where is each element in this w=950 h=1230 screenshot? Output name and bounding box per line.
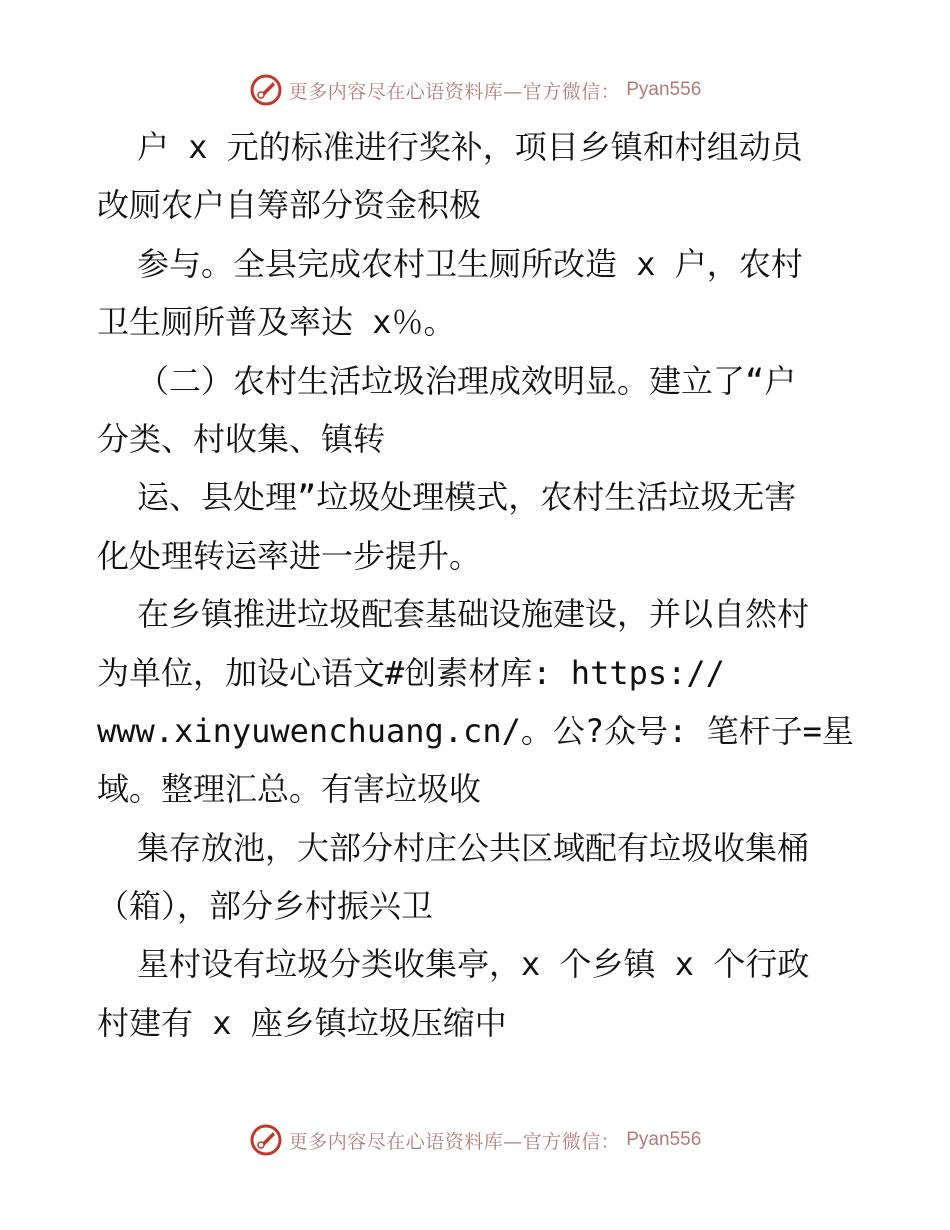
body-text-line: 参与。全县完成农村卫生厕所改造 x 户，农村 <box>137 244 803 283</box>
body-text-line: 域。整理汇总。有害垃圾收 <box>97 770 482 809</box>
body-text-line: 户 x 元的标准进行奖补，项目乡镇和村组动员 <box>137 128 803 166</box>
body-text-line: 运、县处理”垃圾处理模式，农村生活垃圾无害 <box>137 478 797 517</box>
body-text-line: 卫生厕所普及率达 x％。 <box>97 303 456 342</box>
header-banner <box>0 70 950 110</box>
document-body <box>97 118 857 1052</box>
header-wechat-id: Pyan556 <box>626 79 702 100</box>
body-text-line: 分类、村收集、镇转 <box>97 419 386 458</box>
body-text-line: 为单位，加设心语文#创素材库: https:// <box>97 653 725 692</box>
footer-banner-text: 更多内容尽在心语资料库—官方微信： <box>288 1130 621 1153</box>
body-text-line: 化处理转运率进一步提升。 <box>97 536 482 575</box>
body-text-line: www.xinyuwenchuang.cn/。公?众号: 笔杆子=星 <box>97 711 854 750</box>
footer-wechat-id: Pyan556 <box>626 1129 702 1150</box>
body-text-line: （二）农村生活垃圾治理成效明显。建立了“户 <box>137 361 797 400</box>
quill-seal-logo-icon <box>249 1123 283 1157</box>
body-text-line: 在乡镇推进垃圾配套基础设施建设，并以自然村 <box>137 595 810 634</box>
header-banner-text: 更多内容尽在心语资料库—官方微信： <box>288 80 621 103</box>
body-text-line: 改厕农户自筹部分资金积极 <box>97 186 482 225</box>
quill-seal-logo-icon <box>249 73 283 107</box>
footer-banner <box>0 1120 950 1160</box>
body-text-line: 村建有 x 座乡镇垃圾压缩中 <box>97 1003 507 1042</box>
body-text-line: 集存放池，大部分村庄公共区域配有垃圾收集桶 <box>137 828 810 867</box>
body-text-line: （箱），部分乡村振兴卫 <box>97 887 434 926</box>
body-text-line: 星村设有垃圾分类收集亭，x 个乡镇 x 个行政 <box>137 945 810 984</box>
